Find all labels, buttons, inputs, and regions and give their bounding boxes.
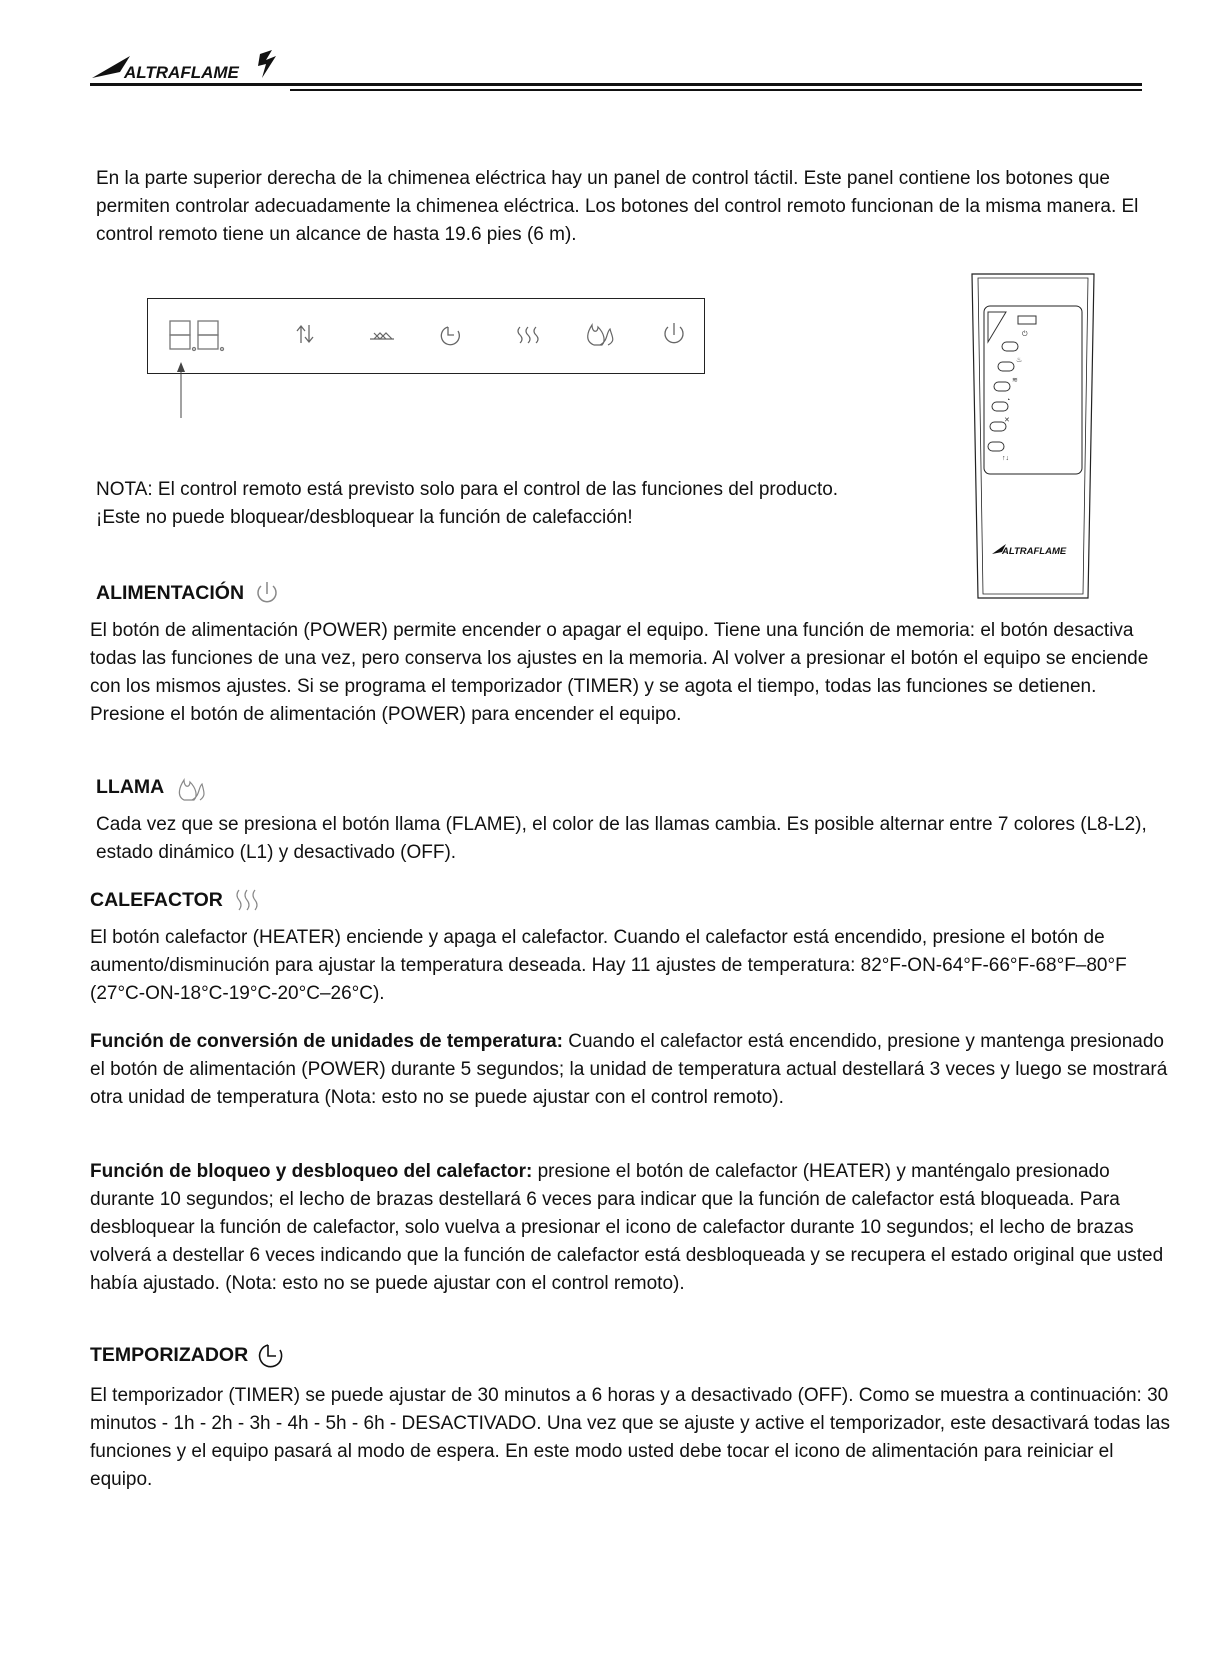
display-digits bbox=[170, 321, 224, 351]
svg-text:♨: ♨ bbox=[1016, 357, 1023, 364]
receiver-pointer bbox=[175, 360, 187, 425]
temperature-conversion-text: Cuando el calefactor está encendido, presione y mantenga presionado el botón de alimentación (POWER) durante 5 segundos; la unidad de temperatura actual destellará 3 veces y luego se mostrará otra unidad de temperatura (Nota: esto no se puede ajustar con el control remoto). bbox=[90, 1031, 1168, 1108]
remote-control-diagram bbox=[966, 272, 1100, 602]
brand-logo-text: ALTRAFLAME bbox=[124, 63, 239, 82]
heater-lock-text: presione el botón de calefactor (HEATER) y manténgalo presionado durante 10 segundos; el lecho de brazas destellará 6 veces para indicar que la función de calefactor está bloqueada. Para desbloquear la función de calefactor, solo vuelva a presionar el icono de calefactor durante 10 segundos; el lecho de brazas volverá a destellar 6 veces indicando que la función de calefactor está desbloqueada y se recupera el estado original que usted había ajustado. (Nota: esto no se puede ajustar con el control remoto). bbox=[90, 1161, 1164, 1294]
power-icon bbox=[665, 323, 683, 343]
intro-paragraph: En la parte superior derecha de la chimenea eléctrica hay un panel de control táctil. Este panel contiene los botones que permiten controlar adecuadamente la chimenea eléctrica. Los botones del control remoto funcionan de la misma manera. El control remoto tiene un alcance de hasta 19.6 pies (6 m). bbox=[96, 168, 1139, 245]
power-icon bbox=[252, 578, 282, 608]
flame-icon bbox=[588, 325, 613, 345]
ember-icon bbox=[370, 333, 394, 339]
display-value: 88. bbox=[148, 299, 150, 300]
power-section-title: ALIMENTACIÓN bbox=[96, 581, 245, 604]
svg-text:✕: ✕ bbox=[1004, 417, 1010, 424]
note-line-2: ¡Este no puede bloquear/desbloquear la función de calefacción! bbox=[96, 507, 633, 528]
temperature-conversion-label: Función de conversión de unidades de temperatura: bbox=[90, 1031, 563, 1052]
flame-icon bbox=[172, 770, 206, 804]
timer-icon bbox=[256, 1340, 286, 1370]
heater-lock-label: Función de bloqueo y desbloqueo del calefactor: bbox=[90, 1161, 533, 1182]
flame-section-text: Cada vez que se presiona el botón llama (FLAME), el color de las llamas cambia. Es posible alternar entre 7 colores (L8-L2), estado dinámico (L1) y desactivado (OFF). bbox=[96, 814, 1147, 863]
remote-logo bbox=[992, 544, 1067, 557]
svg-text:◔: ◔ bbox=[1006, 397, 1011, 404]
svg-text:↑↓: ↑↓ bbox=[1002, 455, 1009, 462]
heater-section-title: CALEFACTOR bbox=[90, 888, 223, 911]
heater-icon bbox=[518, 327, 538, 343]
note-line-1: NOTA: El control remoto está previsto solo para el control de las funciones del producto. bbox=[96, 479, 839, 500]
note-block bbox=[96, 476, 956, 532]
timer-section-title: TEMPORIZADOR bbox=[90, 1343, 249, 1366]
heater-icon bbox=[231, 886, 263, 914]
power-section-text: El botón de alimentación (POWER) permite encender o apagar el equipo. Tiene una función de memoria: el botón desactiva todas las funciones de una vez, pero conserva los ajustes en la memoria. Al volver a presionar el botón el equipo se enciende con los mismos ajustes. Si se programa el temporizador (TIMER) y se agota el tiempo, todas las funciones se detienen. Presione el botón de alimentación (POWER) para encender el equipo. bbox=[90, 620, 1149, 725]
header-divider bbox=[90, 83, 1142, 86]
header-divider-thin bbox=[290, 89, 1142, 91]
timer-section-text: El temporizador (TIMER) se puede ajustar de 30 minutos a 6 horas y a desactivado (OFF). Como se muestra a continuación: 30 minutos - 1h - 2h - 3h - 4h - 5h - 6h - DESACTIVADO. Una vez que se ajuste y active el temporizador, este desactivará todas las funciones y el equipo pasará al modo de espera. En este modo usted debe tocar el icono de alimentación para reiniciar el equipo. bbox=[90, 1385, 1170, 1490]
temperature-conversion-paragraph bbox=[90, 1028, 1170, 1112]
heater-lock-paragraph bbox=[90, 1158, 1170, 1298]
flame-section-heading bbox=[96, 770, 206, 804]
heater-section-text: El botón calefactor (HEATER) enciende y apaga el calefactor. Cuando el calefactor está encendido, presione el botón de aumento/disminución para ajustar la temperatura deseada. Hay 11 ajustes de temperatura: 82°F-ON-64°F-66°F-68°F–80°F (27°C-ON-18°C-19°C-20°C–26°C). bbox=[90, 927, 1127, 1004]
flame-section-title: LLAMA bbox=[96, 775, 165, 798]
timer-icon bbox=[441, 327, 459, 345]
svg-text:⏻: ⏻ bbox=[1022, 331, 1028, 338]
remote-logo-text: ALTRAFLAME bbox=[1002, 546, 1067, 557]
control-panel-diagram bbox=[147, 298, 705, 374]
svg-text:≋: ≋ bbox=[1012, 377, 1018, 384]
brand-logo bbox=[90, 48, 290, 84]
up-down-icon bbox=[297, 325, 313, 343]
timer-section-heading bbox=[90, 1340, 286, 1370]
power-section-heading bbox=[96, 578, 282, 608]
heater-section-heading bbox=[90, 886, 263, 914]
